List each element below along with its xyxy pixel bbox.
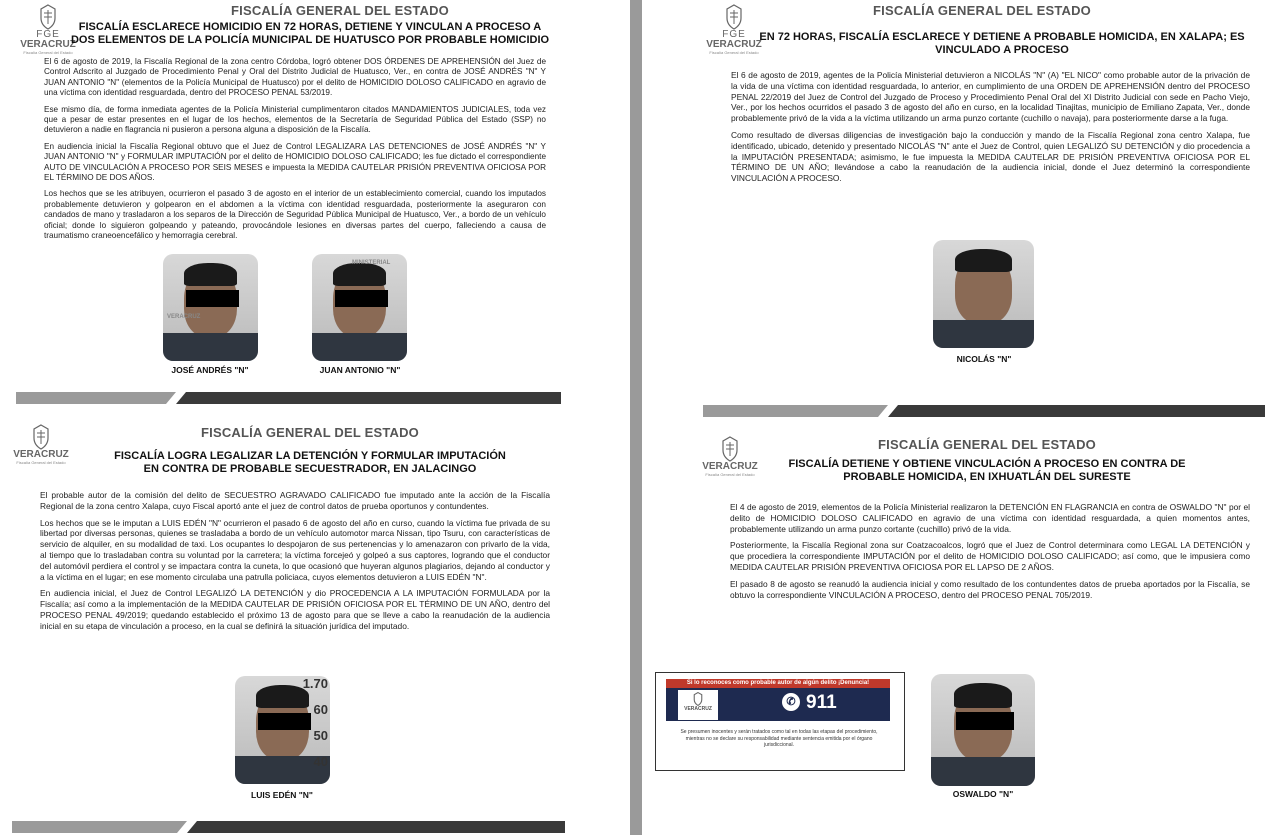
title: FISCALÍA LOGRA LEGALIZAR LA DETENCIÓN Y FORMULAR IMPUTACIÓN EN CONTRA DE PROBABLE SECUESTRADOR, EN JALACINGO — [114, 450, 506, 475]
body — [731, 70, 1250, 190]
logo-text: Fiscalía General del Estado — [705, 472, 755, 477]
photo-detail — [312, 333, 407, 361]
fge-logo — [702, 436, 758, 477]
emergency-number: 911 — [806, 692, 837, 713]
logo-text: VERACRUZ — [20, 39, 76, 50]
photo-detail — [163, 333, 258, 361]
photo-detail — [931, 757, 1035, 786]
title: FISCALÍA ESCLARECE HOMICIDIO EN 72 HORAS, DETIENE Y VINCULAN A PROCESO A DOS ELEMENTOS DE LA POLICÍA MUNICIPAL DE HUATUSCO POR PROBABLE HOMICIDIO — [70, 21, 550, 46]
veracruz-crest-icon — [37, 4, 59, 30]
photo-detail — [933, 320, 1034, 348]
photo-caption: JOSÉ ANDRÉS "N" — [171, 365, 249, 375]
photo-caption: LUIS EDÉN "N" — [251, 790, 313, 800]
photo-detail — [955, 249, 1012, 273]
body — [40, 490, 550, 638]
eye-censor-bar — [186, 290, 239, 307]
photo-detail — [256, 685, 309, 709]
paragraph: El pasado 8 de agosto se reanudó la audiencia inicial y como resultado de los contundentes datos de prueba aportados por la Fiscalía, se obtuvo la correspondiente VINCULACIÓN A PROCESO, dentro del PROCESO PENAL 705/2019. — [730, 578, 1250, 600]
photo-caption: NICOLÁS "N" — [956, 354, 1012, 364]
paragraph: Como resultado de diversas diligencias de investigación bajo la conducción y mando de la Fiscalía Regional zona centro Xalapa, fue identificado, ubicado, detenido y presentado NICOLÁS "N" ante el Juez de Control, quien LEGALIZÓ SU DETENCIÓN y dio procedencia a la IMPUTACIÓN PRESENTADA; asimismo, le fue impuesta la MEDIDA CAUTELAR DE PRISIÓN PREVENTIVA OFICIOSA POR EL TÉRMINO DE UN AÑO; llevándose a cabo la reanudación de la audiencia inicial, donde el Juez determinó la correspondiente VINCULACIÓN A PROCESO. — [731, 129, 1250, 184]
suspect-photo — [163, 254, 258, 361]
veracruz-crest-icon — [719, 436, 741, 462]
header: FISCALÍA GENERAL DEL ESTADO — [873, 3, 1091, 18]
paragraph: El probable autor de la comisión del delito de SECUESTRO AGRAVADO CALIFICADO fue imputado ante la acción de la Fiscalía Regional de la zona centro Xalapa, cuyo Fiscal aportó ante el juez de control datos de prueba oportunos y contundentes. — [40, 490, 550, 511]
fge-logo — [13, 424, 69, 465]
logo-text: VERACRUZ — [706, 39, 762, 50]
fge-logo — [706, 4, 762, 55]
photo-detail: 60 — [313, 702, 328, 717]
logo-text: Fiscalía General del Estado — [23, 50, 73, 55]
photo-detail: 40 — [313, 754, 328, 769]
suspect-photo — [933, 240, 1034, 348]
photo-detail: MINISTERIAL — [352, 260, 391, 266]
paragraph: Los hechos que se le imputan a LUIS EDÉN "N" ocurrieron el pasado 6 de agosto del año en curso, cuando la víctima fue privada de su libertad por diversas personas, quienes se trasladaba a bordo de un vehículo automotor marca Nissan, tipo Tsuru, con características de servicio de alquiler, en su modalidad de taxi. Los ocupantes lo despojaron de sus pertenencias y lo amenazaron con privarlo de la vida, al tiempo que lo trasladaban contra su voluntad por la carretera; la víctima forcejeó y golpeó a sus captores, logrando que el conductor del automóvil perdiera el control y se impactara contra la cuneta, lo que ocasionó que huyeran algunos plagiarios, dejando al conductor y a la víctima en el lugar; en ese momento circulaba una patrulla policiaca, cuyos elementos detuvieron a LUIS EDÉN "N". — [40, 517, 550, 582]
logo-text: FGE — [722, 29, 746, 40]
body — [730, 502, 1250, 606]
page-gutter — [630, 0, 642, 835]
photo-detail — [333, 263, 386, 287]
header: FISCALÍA GENERAL DEL ESTADO — [201, 425, 419, 440]
paragraph: En audiencia inicial la Fiscalía Regional obtuvo que el Juez de Control LEGALIZARA LAS DETENCIONES de JOSÉ ANDRÉS "N" Y JUAN ANTONIO "N" y FORMULAR IMPUTACIÓN por el delito de HOMICIDIO DOLOSO CALIFICADO; les fue dictado el correspondiente AUTO DE VINCULACIÓN A PROCESO POR SEIS MESES e impuesta la MEDIDA CAUTELAR PRISIÓN PREVENTIVA OFICIOSA POR EL TÉRMINO DE DOS AÑOS. — [44, 141, 546, 183]
ad-veracruz-logo: VERACRUZ — [678, 690, 718, 720]
fge-logo — [20, 4, 76, 55]
veracruz-crest-icon — [723, 4, 745, 30]
bulletin-huatusco — [0, 0, 630, 410]
suspect-photo — [235, 676, 330, 784]
logo-text: Fiscalía General del Estado — [16, 460, 66, 465]
logo-text: VERACRUZ — [702, 461, 758, 472]
header: FISCALÍA GENERAL DEL ESTADO — [231, 3, 449, 18]
paragraph: Ese mismo día, de forma inmediata agentes de la Policía Ministerial cumplimentaron citados MANDAMIENTOS JUDICIALES, toda vez que a pesar de estar presentes en el lugar de los hechos, elementos de la Secretaría de Seguridad Pública del Estado (SSP) no detuvieron a nadie en flagrancia ni pusieron a persona alguna a disposición de la Fiscalía. — [44, 104, 546, 135]
eye-censor-bar — [956, 712, 1014, 730]
bulletin-xalapa — [642, 0, 1280, 420]
logo-text: VERACRUZ — [13, 449, 69, 460]
logo-text: FGE — [36, 29, 60, 40]
footer-stripe — [12, 821, 565, 833]
paragraph: Posteriormente, la Fiscalía Regional zona sur Coatzacoalcos, logró que el Juez de Control determinara como LEGAL LA DETENCIÓN y que procediera la correspondiente IMPUTACIÓN por el delito de HOMICIDIO DOLOSO CALIFICADO; así como, que le impusiera como MEDIDA CAUTELAR PRISIÓN PREVENTIVA OFICIOSA POR EL LAPSO DE 2 AÑOS. — [730, 540, 1250, 572]
denuncia-911-banner — [655, 672, 905, 771]
title: EN 72 HORAS, FISCALÍA ESCLARECE Y DETIENE A PROBABLE HOMICIDA, EN XALAPA; ES VINCULADO A PROCESO — [759, 31, 1245, 56]
suspect-photo — [312, 254, 407, 361]
paragraph: El 6 de agosto de 2019, la Fiscalía Regional de la zona centro Córdoba, logró obtener DOS ÓRDENES DE APREHENSIÓN del Juez de Control Adscrito al Juzgado de Procedimiento Penal y Oral del Distrito Judicial de Huatusco, Ver., en contra de JOSÉ ANDRÉS "N" Y JUAN ANTONIO "N" (elementos de la Policía Municipal de Huatusco) por el delito de HOMICIDIO DOLOSO CALIFICADO en agravio de una víctima con identidad resguardada, dentro del PROCESO PENAL 53/2019. — [44, 57, 546, 98]
denuncia-headline: Si lo reconoces como probable autor de algún delito ¡Denuncia! — [666, 679, 890, 688]
title: FISCALÍA DETIENE Y OBTIENE VINCULACIÓN A PROCESO EN CONTRA DE PROBABLE HOMICIDA, EN IXHUATLÁN DEL SURESTE — [788, 458, 1186, 483]
bulletin-jalacingo — [0, 410, 630, 835]
legal-notice: Se presumen inocentes y serán tratados como tal en todas las etapas del procedimiento, mientras no se declare su responsabilidad mediante sentencia emitida por el órgano jurisdiccional. — [680, 729, 878, 748]
eye-censor-bar — [335, 290, 388, 307]
paragraph: El 4 de agosto de 2019, elementos de la Policía Ministerial realizaron la DETENCIÓN EN FLAGRANCIA en contra de OSWALDO "N" por el delito de HOMICIDIO DOLOSO CALIFICADO en agravio de una víctima con identidad resguardada, a quien momentos antes, probablemente utilizando un arma punzo cortante (cuchillo) privó de la vida. — [730, 502, 1250, 534]
body — [44, 57, 546, 248]
header: FISCALÍA GENERAL DEL ESTADO — [878, 437, 1096, 452]
photo-detail — [954, 683, 1012, 708]
logo-text: Fiscalía General del Estado — [709, 50, 759, 55]
photo-detail: 50 — [313, 728, 328, 743]
photo-caption: OSWALDO "N" — [952, 789, 1014, 799]
eye-censor-bar — [258, 713, 311, 730]
phone-icon: ✆ — [782, 693, 800, 711]
bulletin-ixhuatlan — [642, 420, 1280, 835]
veracruz-crest-icon — [692, 692, 704, 706]
footer-stripe — [16, 392, 561, 404]
photo-detail: 1.70 — [302, 676, 328, 691]
veracruz-crest-icon — [30, 424, 52, 450]
footer-stripe — [703, 405, 1265, 417]
photo-caption: JUAN ANTONIO "N" — [319, 365, 401, 375]
paragraph: El 6 de agosto de 2019, agentes de la Policía Ministerial detuvieron a NICOLÁS "N" (A) "EL NICO" como probable autor de la privación de la vida de una víctima con identidad resguardada, lo anterior, en cumplimiento de una ORDEN DE APREHENSIÓN dentro del PROCESO PENAL 22/2019 del Juez de Control del Juzgado de Proceso y Procedimiento Penal Oral del XI Distrito Judicial con sede en Pacho Viejo, Ver., por los hechos ocurridos el pasado 3 de agosto del año en curso, en la localidad Tinajitas, municipio de Emiliano Zapata, Ver., donde probablemente privó de la vida a la víctima utilizando un arma punzo cortante (cuchillo o navaja), para posteriormente darse a la fuga. — [731, 70, 1250, 124]
photo-detail — [184, 263, 237, 287]
paragraph: En audiencia inicial, el Juez de Control LEGALIZÓ LA DETENCIÓN y dio PROCEDENCIA A LA IMPUTACIÓN FORMULADA por la Fiscalía; así como a la implementación de la MEDIDA CAUTELAR DE PRISIÓN OFICIOSA POR EL TÉRMINO DE UN AÑO, dentro del PROCESO PENAL 49/2019; quedando establecido el próximo 13 de agosto para que se lleve a cabo la reanudación de la audiencia inicial en su etapa de vinculación a proceso, en la cual se definirá la situación jurídica del imputado. — [40, 588, 550, 631]
paragraph: Los hechos que se les atribuyen, ocurrieron el pasado 3 de agosto en el interior de un establecimiento comercial, cuando los imputados probablemente detuvieron y golpearon en el abdomen a la víctima con identidad resguardada, posteriormente la aseguraron con candados de mano y trasladaron a los separos de la Dirección de Seguridad Pública Municipal de Huatusco, Ver., a bordo de un vehículo oficial; donde lo siguieron golpeando y pateando, provocándole lesiones en diversas partes del cuerpo, falleciendo a causa de traumatismo craneoencefálico y hemorragia cerebral. — [44, 189, 546, 241]
photo-detail: VERACRUZ — [167, 314, 201, 320]
suspect-photo — [931, 674, 1035, 786]
